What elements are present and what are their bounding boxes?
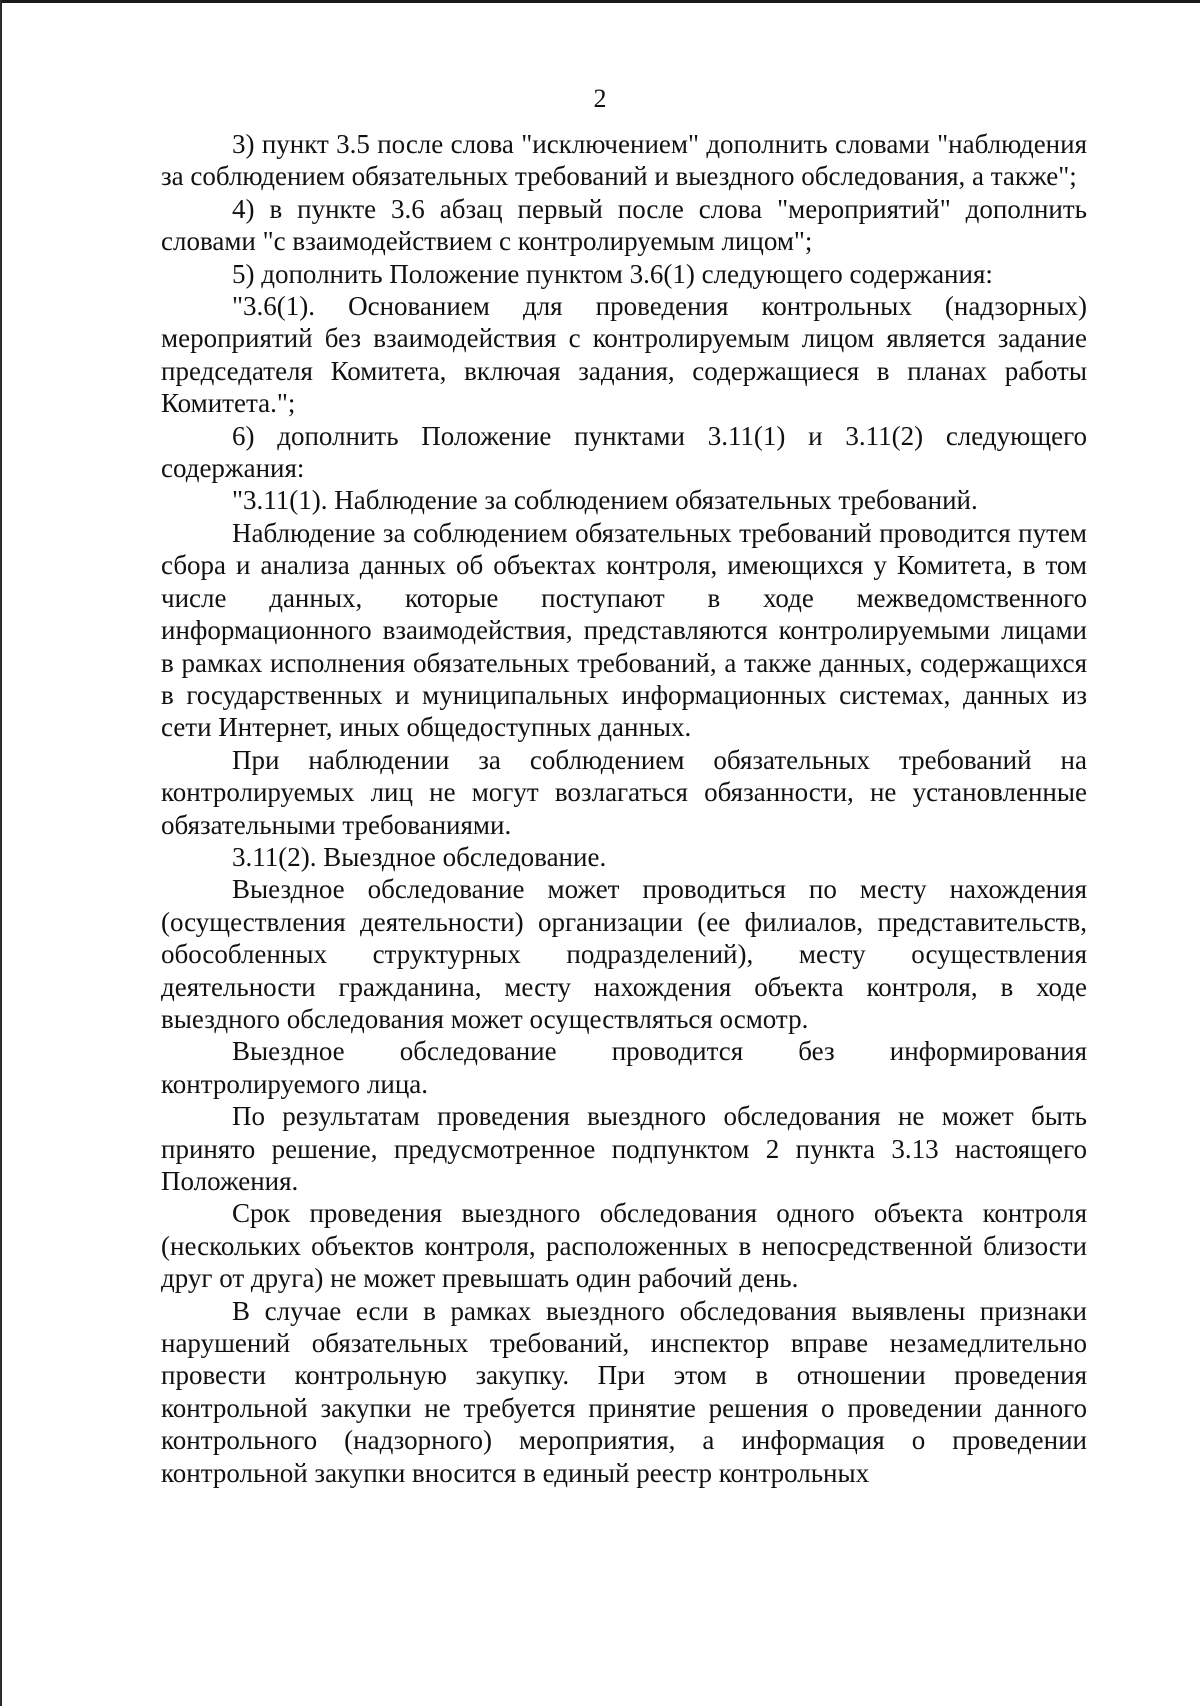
paragraph-heading-3-11-1: "3.11(1). Наблюдение за соблюдением обязательных требований. (232, 485, 978, 516)
scan-edge-top (0, 0, 1200, 3)
page-number: 2 (593, 84, 607, 113)
paragraph-quote-3-6-1: "3.6(1). Основанием для проведения контрольных (надзорных) мероприятий без взаимодействия с контролируемым лицом является задание председателя Комитета, включая задания, содержащиеся в планах работы Комитета."; (161, 291, 1087, 419)
paragraph-inspection-location: Выездное обследование может проводиться по месту нахождения (осуществления деятельности) организации (ее филиалов, представительств, обособленных структурных подразделений), месту осуществления деятельности гражданина, месту нахождения объекта контроля, в ходе выездного обследования может осуществляться осмотр. (161, 874, 1087, 1034)
paragraph-observation-definition: Наблюдение за соблюдением обязательных требований проводится путем сбора и анализа данных об объектах контроля, имеющихся у Комитета, в том числе данных, которые поступают в ходе межведомственного информационного взаимодействия, представляются контролируемыми лицами в рамках исполнения обязательных требований, а также данных, содержащихся в государственных и муниципальных информационных системах, данных из сети Интернет, иных общедоступных данных. (161, 517, 1087, 743)
paragraph-item-5: 5) дополнить Положение пунктом 3.6(1) следующего содержания: (232, 258, 993, 289)
document-body (161, 128, 1087, 1489)
paragraph-inspection-duration: Срок проведения выездного обследования одного объекта контроля (нескольких объектов контроля, расположенных в непосредственной близости друг от друга) не может превышать один рабочий день. (161, 1198, 1087, 1294)
scan-edge-left (0, 0, 2, 1706)
paragraph-observation-restriction: При наблюдении за соблюдением обязательных требований на контролируемых лиц не могут возлагаться обязанности, не установленные обязательными требованиями. (161, 744, 1087, 840)
paragraph-item-6: 6) дополнить Положение пунктами 3.11(1) и 3.11(2) следующего содержания: (161, 420, 1087, 484)
paragraph-control-purchase: В случае если в рамках выездного обследования выявлены признаки нарушений обязательных требований, инспектор вправе незамедлительно провести контрольную закупку. При этом в отношении проведения контрольной закупки не требуется принятие решения о проведении данного контрольного (надзорного) мероприятия, а информация о проведении контрольной закупки вносится в единый реестр контрольных (161, 1295, 1087, 1488)
paragraph-inspection-results: По результатам проведения выездного обследования не может быть принято решение, предусмотренное подпунктом 2 пункта 3.13 настоящего Положения. (161, 1101, 1087, 1196)
paragraph-inspection-no-notice: Выездное обследование проводится без информирования контролируемого лица. (161, 1036, 1087, 1099)
paragraph-item-4: 4) в пункте 3.6 абзац первый после слова "мероприятий" дополнить словами "с взаимодействием с контролируемым лицом"; (161, 193, 1087, 257)
paragraph-item-3: 3) пункт 3.5 после слова "исключением" дополнить словами "наблюдения за соблюдением обязательных требований и выездного обследования, а также"; (161, 129, 1087, 192)
paragraph-heading-3-11-2: 3.11(2). Выездное обследование. (232, 841, 607, 872)
